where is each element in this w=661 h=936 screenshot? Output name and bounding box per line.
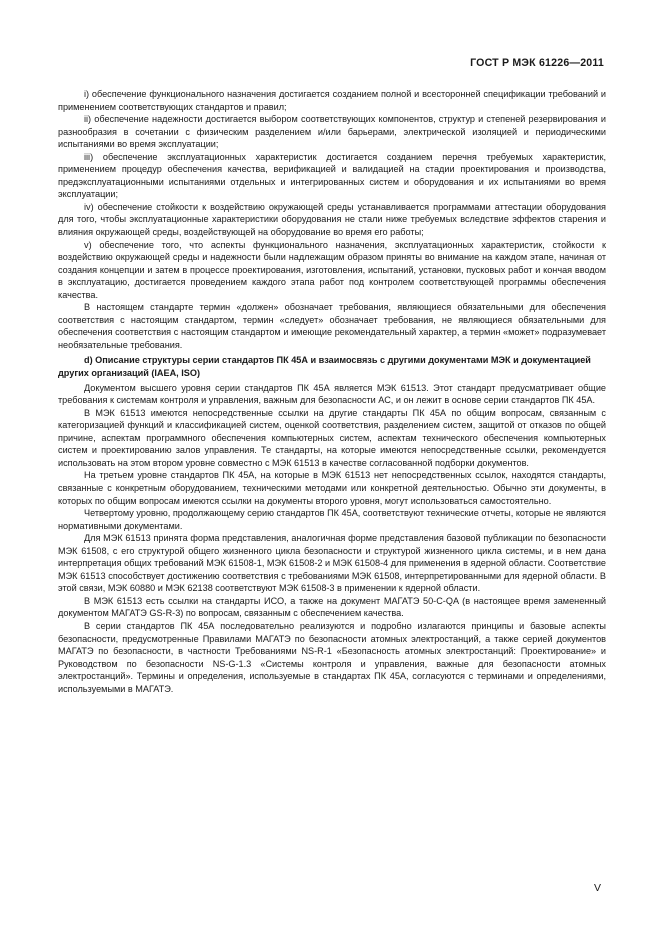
terms-paragraph: В настоящем стандарте термин «должен» обозначает требования, являющиеся обязательными для обеспечения соответствия с настоящим стандартом, термин «следует» обозначает требования, не являющиеся обязательными для обеспечения соответствия с настоящим стандартом и имеющие рекомендательный характер, а термин «может» подразумевает необязательные требования. [58, 302, 606, 350]
section-paragraph: В МЭК 61513 есть ссылки на стандарты ИСО, а также на документ МАГАТЭ 50-С-QA (в настоящее время замененный документом МАГАТЭ GS-R-3) по вопросам, связанным с обеспечением качества. [58, 595, 606, 619]
list-item-iii: iii) обеспечение эксплуатационных характеристик достигается созданием перечня требуемых характеристик, применением процедур обеспечения качества, верификацией и валидацией на стадии проектирования и производства, предэксплуатационными испытаниями отдельных и интегрированных систем и оборудования и их испытаниями во время эксплуатации; [58, 151, 606, 200]
document-body [58, 88, 606, 695]
section-heading-d: d) Описание структуры серии стандартов ПК 45А и взаимосвязь с другими документами МЭК и документацией других организаций (IAEA, ISO) [58, 355, 591, 379]
section-paragraph: Документом высшего уровня серии стандартов ПК 45А является МЭК 61513. Этот стандарт предусматривает общие требования к системам контроля и управления, важным для безопасности АС, и он лежит в основе серии стандартов ПК 45А. [58, 382, 606, 406]
section-paragraph: Четвертому уровню, продолжающему серию стандартов ПК 45А, соответствуют технические отчеты, которые не являются нормативными документами. [58, 508, 606, 531]
section-paragraph: Для МЭК 61513 принята форма представления, аналогичная форме представления базовой публикации по безопасности МЭК 61508, с его структурой общего жизненного цикла безопасности и структурой жизненного цикла системы, и в нем дана интерпретация общих требований МЭК 61508-1, МЭК 61508-2 и МЭК 61508-4 для применения в ядерной области. Соответствие МЭК 61513 способствует достижению соответствия с требованиями МЭК 61508, интерпретированными для ядерной области. В этой связи, МЭК 60880 и МЭК 62138 соответствуют МЭК 61508-3 в применении к ядерной области. [58, 533, 606, 594]
document-header-standard-code: ГОСТ Р МЭК 61226—2011 [470, 57, 604, 69]
list-item-i: i) обеспечение функционального назначения достигается созданием полной и всесторонней спецификации требований и применением соответствующих стандартов и правил; [58, 89, 606, 112]
section-paragraph: В МЭК 61513 имеются непосредственные ссылки на другие стандарты ПК 45А по общим вопросам, связанным с категоризацией функций и классификацией систем, оценкой соответствия, разделением систем, защитой от отказов по общей причине, аспектам программного обеспечения компьютерных систем, аспектам технического обеспечения компьютерных систем и проектированию залов управления. Те стандарты, на которые имеются непосредственные ссылки, рекомендуется использовать на этом втором уровне совместно с МЭК 61513 в качестве согласованной подборки документов. [58, 407, 606, 468]
page-number: V [593, 882, 601, 894]
section-paragraph: На третьем уровне стандартов ПК 45А, на которые в МЭК 61513 нет непосредственных ссылок, находятся стандарты, связанные с конкретным оборудованием, техническими методами или конкретной деятельностью. Обычно эти документы, в которых по общим вопросам имеются ссылки на документы второго уровня, могут использоваться самостоятельно. [58, 470, 606, 506]
list-item-ii: ii) обеспечение надежности достигается выбором соответствующих компонентов, структур и степеней резервирования и разнообразия в сочетании с физическим разделением и/или барьерами, электрической изоляцией и периодическими испытаниями во время эксплуатации; [58, 114, 606, 150]
list-item-iv: iv) обеспечение стойкости к воздействию окружающей среды устанавливается программами аттестации оборудования для того, чтобы эксплуатационные характеристики оборудования не стали ниже требуемых вследствие эффектов старения и влияния окружающей среды, воздействующей на оборудование во время его работы; [58, 201, 606, 238]
list-item-v: v) обеспечение того, что аспекты функционального назначения, эксплуатационных характеристик, стойкости к воздействию окружающей среды и надежности были надлежащим образом приняты во внимание на каждом этапе, начиная от создания концепции и затем в процессе проектирования, изготовления, испытаний, установки, пусковых работ и кончая вводом в эксплуатацию, достигается проведением каждого этапа работ под контролем соответствующей программы обеспечения качества. [58, 239, 606, 300]
section-paragraph: В серии стандартов ПК 45А последовательно реализуются и подробно излагаются принципы и базовые аспекты безопасности, предусмотренные Правилами МАГАТЭ по безопасности атомных электростанций, а также серией документов МАГАТЭ по безопасности, в частности Требованиями NS-R-1 «Безопасность атомных электростанций: Проектирование» и Руководством по безопасности NS-G-1.3 «Системы контроля и управления, важные для безопасности атомных электростанций». Термины и определения, используемые в стандартах ПК 45А, согласуются с терминами и определениями, используемыми в МАГАТЭ. [58, 620, 606, 694]
